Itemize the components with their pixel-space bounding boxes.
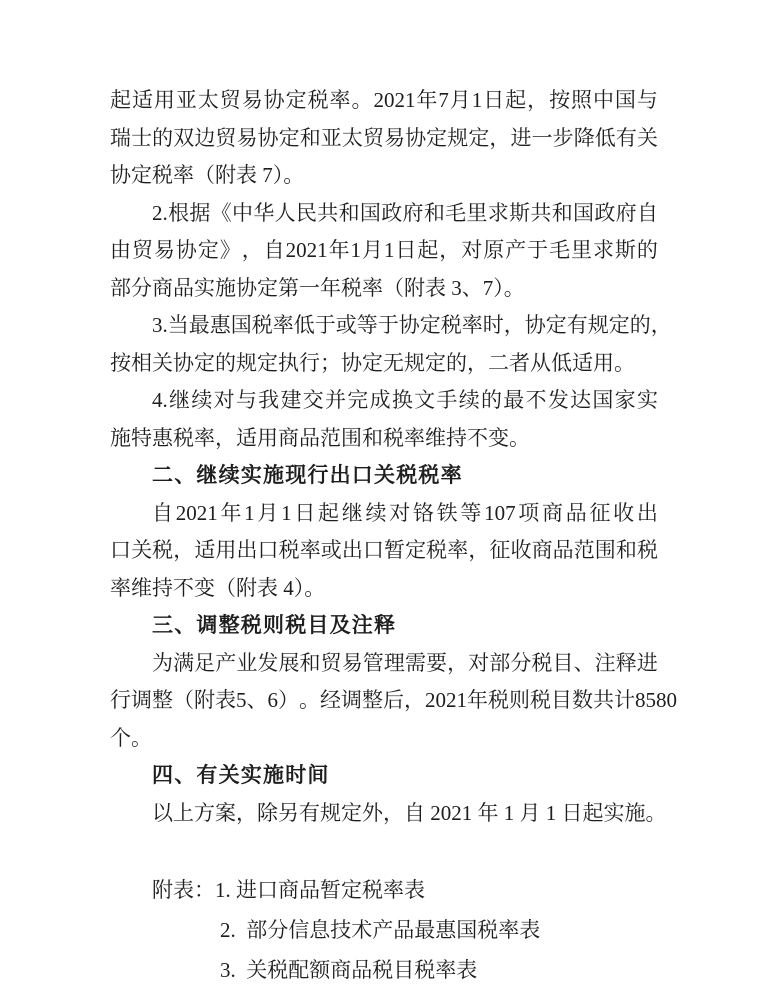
text-token: 3. xyxy=(152,313,168,337)
text-token: 率 xyxy=(447,538,469,562)
text-token: 1 xyxy=(244,500,255,525)
text-token: 续 xyxy=(365,500,387,525)
text-line: 按相关协定的规定执行；协定无规定的，二者从低适用。 xyxy=(110,350,635,375)
text-token: 易 xyxy=(241,88,263,112)
text-token: 中 xyxy=(232,200,253,225)
text-token: 于 xyxy=(377,313,399,337)
text-line: 施特惠税率，适用商品范围和税率维持不变。 xyxy=(110,425,530,450)
text-token: 为 xyxy=(152,650,173,675)
spacer-line xyxy=(110,832,658,870)
text-token: 月 xyxy=(449,88,471,112)
text-token: 亚 xyxy=(320,125,342,150)
text-token: 的 xyxy=(480,388,502,412)
text-token: 目 xyxy=(551,688,572,712)
text-token: 1 xyxy=(350,238,362,262)
text-token: 和 xyxy=(423,200,445,225)
text-token: 易 xyxy=(384,125,406,150)
text-token: 求 xyxy=(487,200,509,225)
text-token: 定 xyxy=(197,238,219,262)
text-token: 理 xyxy=(383,650,405,675)
text-token: 税 xyxy=(488,688,509,712)
text-line xyxy=(110,532,658,570)
text-token: 关 xyxy=(131,538,153,562)
text-token: 1 xyxy=(281,500,292,525)
text-token: 交 xyxy=(302,388,324,412)
section-heading-line: 三、调整税则税目及注释 xyxy=(152,614,397,637)
text-token: 最 xyxy=(188,313,210,337)
text-token: 对 xyxy=(461,238,483,262)
text-token: 继 xyxy=(341,500,363,525)
text-token: 当 xyxy=(167,313,189,337)
text-token: 关 xyxy=(636,125,658,150)
text-token: 一 xyxy=(531,125,553,150)
text-token: 据 xyxy=(189,200,211,225)
text-token: ， xyxy=(527,88,549,112)
text-token: 华 xyxy=(253,200,275,225)
text-token: 步 xyxy=(552,125,574,150)
text-token: 要 xyxy=(426,650,448,675)
text-token: 进 xyxy=(510,125,532,150)
text-token: 时 xyxy=(482,313,504,337)
text-token: 。 xyxy=(299,688,320,712)
text-token: 共 xyxy=(593,688,614,712)
text-token: ， xyxy=(404,688,425,712)
text-token: 品 xyxy=(552,538,574,562)
text-token: ， xyxy=(173,538,195,562)
text-token: 规 xyxy=(587,313,609,337)
text-token: 国 xyxy=(573,200,594,225)
text-token: 定 xyxy=(426,125,448,150)
text-token: ， xyxy=(439,238,461,262)
text-token: 太 xyxy=(341,125,363,150)
text-token: 6 xyxy=(267,688,278,712)
text-token: 不 xyxy=(525,388,547,412)
text-token: 共 xyxy=(530,200,552,225)
text-token: 月 xyxy=(361,238,383,262)
text-token: 并 xyxy=(325,388,346,412)
text-token: 定 xyxy=(405,538,427,562)
text-token: 107 xyxy=(484,500,516,525)
text-token: 满 xyxy=(173,650,195,675)
text-token: 政 xyxy=(381,200,403,225)
text-token: 建 xyxy=(280,388,302,412)
text-token: 税 xyxy=(530,688,551,712)
text-token: ， xyxy=(650,313,672,337)
text-line: 以上方案，除另有规定外，自 2021 年 1 月 1 日起实施。 xyxy=(152,800,667,825)
text-token: 口 xyxy=(110,538,131,562)
text-token: 国 xyxy=(230,313,252,337)
text-token: 《 xyxy=(210,200,232,225)
text-token: 1 xyxy=(383,238,395,262)
text-token: 对 xyxy=(468,650,490,675)
text-token: 》 xyxy=(219,238,241,262)
text-token: 数 xyxy=(572,688,593,712)
text-token: 起 xyxy=(505,88,527,112)
text-token: 协 xyxy=(524,313,546,337)
text-token: 征 xyxy=(589,500,611,525)
text-token: 贸 xyxy=(131,238,153,262)
text-token: 的 xyxy=(629,313,651,337)
text-token: 成 xyxy=(369,388,391,412)
text-line xyxy=(110,382,658,420)
text-token: 易 xyxy=(153,238,175,262)
text-token: 士 xyxy=(131,125,153,150)
text-token: 和 xyxy=(299,650,321,675)
text-token: 则 xyxy=(509,688,530,712)
text-token: ， xyxy=(468,538,490,562)
text-token: 征 xyxy=(489,538,511,562)
text-token: 率 xyxy=(329,88,351,112)
text-token: 整 xyxy=(152,688,173,712)
text-token: 对 xyxy=(213,388,235,412)
text-token: 2021 xyxy=(425,688,467,712)
text-token: ， xyxy=(447,650,469,675)
text-token: 定 xyxy=(278,125,300,150)
text-token: 税 xyxy=(636,538,658,562)
text-token: 税 xyxy=(152,538,174,562)
text-token: 税 xyxy=(278,538,300,562)
text-token: 或 xyxy=(335,313,357,337)
text-token: 协 xyxy=(257,125,279,150)
text-token: 和 xyxy=(299,125,321,150)
text-token: 足 xyxy=(194,650,216,675)
text-token: 易 xyxy=(236,125,258,150)
text-token: 管 xyxy=(362,650,384,675)
text-token: 率 xyxy=(299,538,321,562)
text-token: 。 xyxy=(351,88,373,112)
text-token: 贸 xyxy=(215,125,237,150)
text-token: 目 xyxy=(552,650,574,675)
text-line: 协定税率（附表 7）。 xyxy=(110,163,305,187)
text-token: 日 xyxy=(483,88,505,112)
text-token: 有 xyxy=(615,125,637,150)
text-token: 规 xyxy=(447,125,469,150)
text-token: 根 xyxy=(168,200,190,225)
text-token: 月 xyxy=(257,500,279,525)
text-token: 易 xyxy=(341,650,363,675)
text-token: ， xyxy=(503,313,525,337)
text-token: 计 xyxy=(614,688,635,712)
text-token: 项 xyxy=(518,500,540,525)
text-token: 税 xyxy=(440,313,462,337)
text-token: 2021 xyxy=(285,238,328,262)
text-token: （ xyxy=(173,688,194,712)
text-token: 毛 xyxy=(549,238,571,262)
text-line xyxy=(110,82,658,120)
text-line xyxy=(110,682,677,720)
text-block xyxy=(110,82,677,990)
section-heading-line: 四、有关实施时间 xyxy=(152,764,330,787)
text-token: 降 xyxy=(573,125,595,150)
text-token: 由 xyxy=(110,238,131,262)
text-token: 人 xyxy=(274,200,296,225)
text-token: 有 xyxy=(566,313,588,337)
text-token: 日 xyxy=(395,238,417,262)
text-token: 税 xyxy=(307,88,329,112)
text-token: 协 xyxy=(398,313,420,337)
text-token: 于 xyxy=(527,238,549,262)
text-token: 续 xyxy=(458,388,480,412)
text-token: 收 xyxy=(613,500,635,525)
text-token: 商 xyxy=(542,500,563,525)
text-token: 里 xyxy=(571,238,593,262)
text-token: 发 xyxy=(547,388,569,412)
text-token: 调 xyxy=(131,688,152,712)
text-token: 围 xyxy=(594,538,616,562)
section-heading-line: 二、继续实施现行出口关税税率 xyxy=(152,464,463,487)
text-token: 2. xyxy=(152,200,168,225)
text-token: 附 xyxy=(194,688,215,712)
text-token: 对 xyxy=(389,500,411,525)
text-token: 和 xyxy=(338,200,360,225)
text-token: 亚 xyxy=(175,88,197,112)
text-token: 边 xyxy=(194,125,216,150)
text-token: 口 xyxy=(257,538,279,562)
text-token: 4. xyxy=(152,388,168,412)
text-token: 起 xyxy=(110,88,131,112)
text-token: 低 xyxy=(594,125,616,150)
text-token: 率 xyxy=(272,313,294,337)
text-token: 惠 xyxy=(209,313,231,337)
text-token: 国 xyxy=(614,88,636,112)
text-token: 发 xyxy=(257,650,279,675)
text-line: 率维持不变（附表 4）。 xyxy=(110,575,326,600)
text-token: 毛 xyxy=(445,200,467,225)
text-token: 和 xyxy=(551,200,573,225)
text-token: 民 xyxy=(295,200,317,225)
text-token: 需 xyxy=(404,650,426,675)
text-token: 定 xyxy=(608,313,630,337)
text-token: 商 xyxy=(531,538,553,562)
text-token: ， xyxy=(241,238,263,262)
text-token: 日 xyxy=(294,500,316,525)
text-token: 定 xyxy=(545,313,567,337)
text-token: 政 xyxy=(594,200,616,225)
text-token: 中 xyxy=(592,88,614,112)
text-token: 与 xyxy=(636,88,658,112)
text-token: 协 xyxy=(175,238,197,262)
text-token: 调 xyxy=(341,688,362,712)
text-token: 按 xyxy=(549,88,571,112)
text-token: 于 xyxy=(314,313,336,337)
attachment-list-item: 2. 部分信息技术产品最惠国税率表 xyxy=(220,917,541,942)
text-token: 府 xyxy=(615,200,637,225)
text-token: 低 xyxy=(293,313,315,337)
text-token: 文 xyxy=(414,388,436,412)
text-token: 斯 xyxy=(509,200,531,225)
text-token: 的 xyxy=(636,238,658,262)
text-token: 照 xyxy=(571,88,593,112)
attachment-list-item: 附表：1. 进口商品暂定税率表 xyxy=(152,877,425,902)
text-token: 税 xyxy=(426,538,448,562)
text-token: 后 xyxy=(383,688,404,712)
text-token: 自 xyxy=(152,500,173,525)
text-line xyxy=(110,645,658,683)
text-token: 1 xyxy=(471,88,483,112)
text-line xyxy=(110,307,672,345)
text-line xyxy=(110,120,658,158)
text-token: 国 xyxy=(359,200,381,225)
text-token: 业 xyxy=(236,650,258,675)
text-token: 税 xyxy=(251,313,273,337)
text-token: 或 xyxy=(320,538,342,562)
text-token: 、 xyxy=(573,650,595,675)
text-token: 定 xyxy=(468,125,490,150)
text-token: 年 xyxy=(467,688,488,712)
text-token: 出 xyxy=(636,500,658,525)
text-token: 贸 xyxy=(320,650,342,675)
text-token: 自 xyxy=(636,200,658,225)
text-token: 双 xyxy=(173,125,195,150)
attachment-list-item: 3. 关税配额商品税目税率表 xyxy=(220,957,478,982)
text-token: 用 xyxy=(215,538,237,562)
text-token: 出 xyxy=(341,538,363,562)
text-token: 品 xyxy=(565,500,587,525)
text-token: 年 xyxy=(416,88,438,112)
text-token: 家 xyxy=(614,388,636,412)
text-token: 定 xyxy=(419,313,441,337)
text-token: 原 xyxy=(483,238,505,262)
text-token: 率 xyxy=(461,313,483,337)
text-token: 进 xyxy=(636,650,658,675)
text-token: 和 xyxy=(615,538,637,562)
text-token: 我 xyxy=(258,388,280,412)
text-token: 适 xyxy=(194,538,216,562)
text-token: ） xyxy=(278,688,299,712)
text-token: 产 xyxy=(505,238,527,262)
text-token: 达 xyxy=(570,388,592,412)
text-token: 府 xyxy=(402,200,424,225)
text-token: 产 xyxy=(215,650,237,675)
text-token: 行 xyxy=(110,688,131,712)
text-token: 表 xyxy=(215,688,236,712)
text-token: 完 xyxy=(347,388,369,412)
text-token: 起 xyxy=(417,238,439,262)
text-token: 税 xyxy=(531,650,553,675)
text-token: 5 xyxy=(236,688,247,712)
text-token: 分 xyxy=(510,650,532,675)
text-token: 释 xyxy=(615,650,637,675)
text-token: 收 xyxy=(510,538,532,562)
text-token: 协 xyxy=(263,88,285,112)
text-token: 贸 xyxy=(362,125,384,150)
text-token: 太 xyxy=(197,88,219,112)
text-token: 里 xyxy=(466,200,488,225)
text-token: 口 xyxy=(362,538,384,562)
text-token: 定 xyxy=(285,88,307,112)
text-token: 用 xyxy=(153,88,175,112)
text-token: 斯 xyxy=(614,238,636,262)
text-token: 、 xyxy=(246,688,268,712)
text-token: 求 xyxy=(592,238,614,262)
text-token: 8580 xyxy=(635,688,677,712)
text-line xyxy=(110,495,658,533)
text-token: 2021 xyxy=(373,88,416,112)
text-token: 贸 xyxy=(219,88,241,112)
text-token: 实 xyxy=(636,388,658,412)
text-token: 年 xyxy=(220,500,242,525)
text-token: 与 xyxy=(235,388,257,412)
text-token: 换 xyxy=(391,388,413,412)
text-line: 部分商品实施协定第一年税率（附表 3、7）。 xyxy=(110,275,525,300)
text-token: 年 xyxy=(328,238,350,262)
text-line: 个。 xyxy=(110,725,152,750)
text-token: 瑞 xyxy=(110,125,131,150)
text-token: 协 xyxy=(405,125,427,150)
text-token: 7 xyxy=(438,88,449,112)
text-token: 最 xyxy=(503,388,525,412)
text-token: 出 xyxy=(236,538,258,562)
text-token: 手 xyxy=(436,388,458,412)
text-token: ， xyxy=(489,125,511,150)
text-token: 部 xyxy=(489,650,511,675)
text-token: 自 xyxy=(263,238,285,262)
text-token: 注 xyxy=(594,650,616,675)
text-line xyxy=(110,195,658,233)
text-token: 适 xyxy=(131,88,153,112)
text-token: 铬 xyxy=(412,500,434,525)
text-line xyxy=(110,232,658,270)
text-token: 等 xyxy=(460,500,482,525)
text-token: 整 xyxy=(362,688,383,712)
text-token: 续 xyxy=(191,388,213,412)
text-token: 范 xyxy=(573,538,595,562)
text-token: 共 xyxy=(317,200,339,225)
text-token: 暂 xyxy=(384,538,406,562)
text-token: 展 xyxy=(278,650,300,675)
text-token: 2021 xyxy=(175,500,218,525)
text-token: 铁 xyxy=(436,500,458,525)
text-token: 等 xyxy=(356,313,378,337)
text-token: 国 xyxy=(592,388,614,412)
text-token: 起 xyxy=(318,500,340,525)
text-token: 经 xyxy=(320,688,341,712)
text-token: 的 xyxy=(152,125,174,150)
text-token: 继 xyxy=(169,388,191,412)
